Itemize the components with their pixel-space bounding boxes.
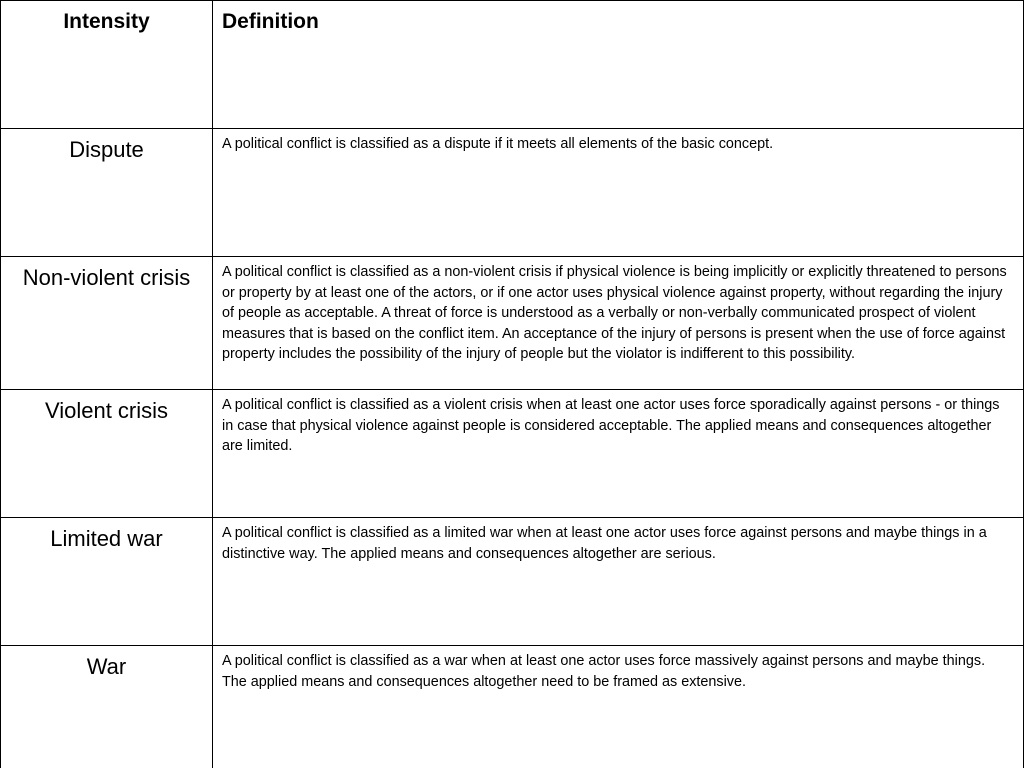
header-cell-intensity (0, 1, 213, 128)
definition-cell (213, 257, 1024, 389)
header-definition-label: Definition (222, 10, 319, 33)
definition-cell (213, 129, 1024, 256)
definition-cell (213, 518, 1024, 645)
intensity-cell (0, 518, 213, 645)
intensity-cell (0, 646, 213, 768)
intensity-cell (0, 390, 213, 517)
table-row (0, 389, 1024, 517)
header-intensity-label: Intensity (63, 10, 150, 33)
definition-text: A political conflict is classified as a war when at least one actor uses force massively against persons and maybe things. The applied means and consequences altogether need to be framed as extensive. (222, 653, 986, 690)
intensity-name: Non-violent crisis (22, 265, 191, 290)
table-row (0, 645, 1024, 768)
definition-text: A political conflict is classified as a limited war when at least one actor uses force against persons and maybe things in a distinctive way. The applied means and consequences altogether are serious. (222, 525, 987, 562)
definition-text: A political conflict is classified as a violent crisis when at least one actor uses force sporadically against persons - or things in case that physical violence against people is considered acceptable. The applied means and consequences altogether are limited. (222, 397, 1000, 455)
definition-text: A political conflict is classified as a dispute if it meets all elements of the basic concept. (222, 136, 774, 152)
table-row (0, 128, 1024, 256)
intensity-name: War (86, 654, 127, 679)
definition-text: A political conflict is classified as a non-violent crisis if physical violence is being implicitly or explicitly threatened to persons or property by at least one of the actors, or if one actor uses physical violence against property, without regarding the injury of people as acceptable. A threat of force is understood as a verbally or non-verbally communicated prospect of violent measures that is based on the conflict item. An acceptance of the injury of persons is present when the use of force against property includes the possibility of the injury of people but the violator is indifferent to this possibility. (222, 264, 1007, 363)
definition-cell (213, 646, 1024, 768)
table-header-row (0, 0, 1024, 128)
table-row (0, 256, 1024, 389)
definition-cell (213, 390, 1024, 517)
intensity-name: Violent crisis (44, 398, 169, 423)
intensity-name: Limited war (50, 526, 163, 551)
header-cell-definition (213, 1, 1024, 128)
table-row (0, 517, 1024, 645)
intensity-name: Dispute (69, 137, 144, 162)
intensity-cell (0, 129, 213, 256)
intensity-cell (0, 257, 213, 389)
